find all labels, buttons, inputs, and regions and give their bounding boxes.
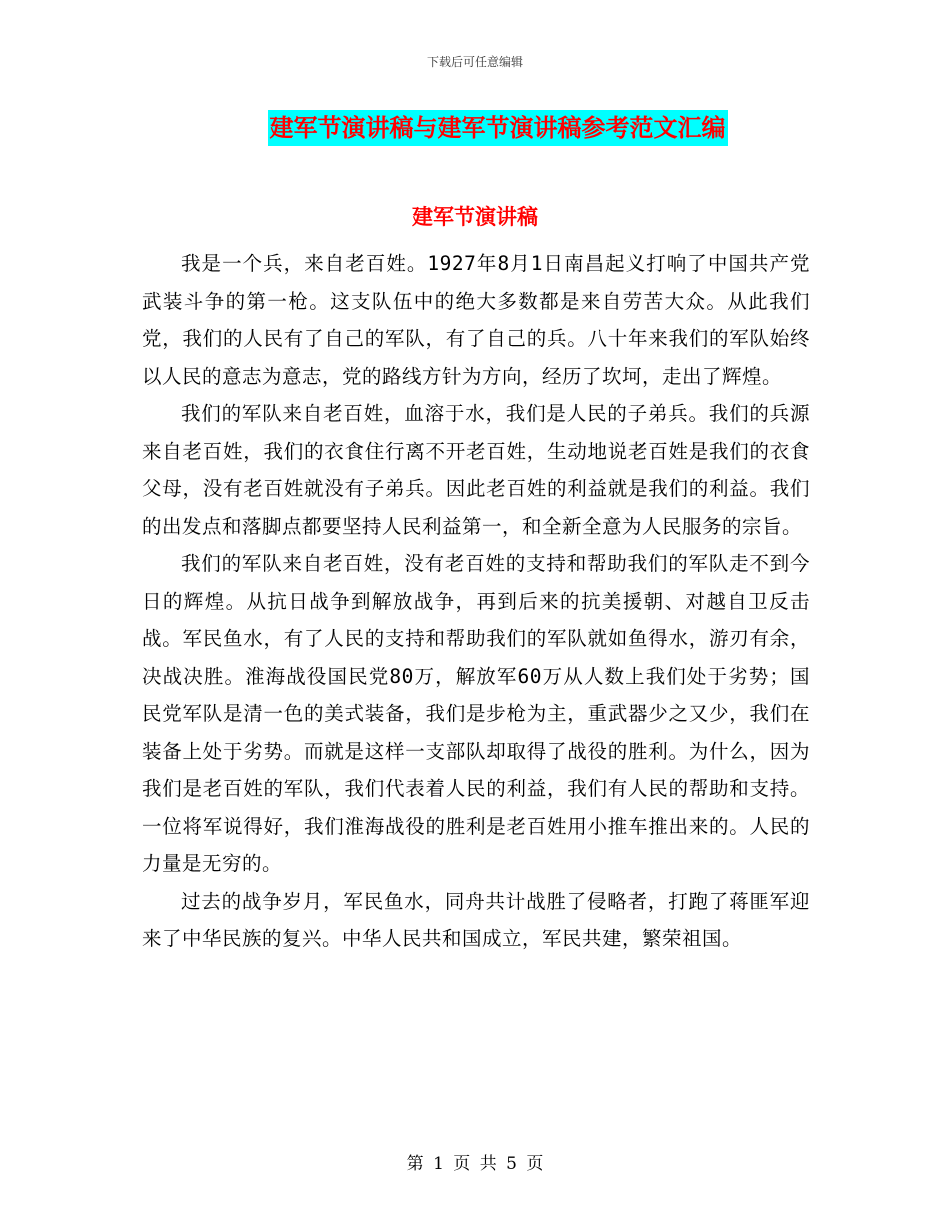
main-title: 建军节演讲稿与建军节演讲稿参考范文汇编 <box>268 110 728 146</box>
paragraph-1: 我是一个兵，来自老百姓。1927年8月1日南昌起义打响了中国共产党武装斗争的第一枪。这支队伍中的绝大多数都是来自劳苦大众。从此我们党，我们的人民有了自己的军队，有了自己的兵。八十年来我们的军队始终以人民的意志为意志，党的路线方针为方向，经历了坎坷，走出了辉煌。 <box>142 252 810 388</box>
paragraph-4: 过去的战争岁月，军民鱼水，同舟共计战胜了侵略者，打跑了蒋匪军迎来了中华民族的复兴。中华人民共和国成立，军民共建，繁荣祖国。 <box>142 889 810 950</box>
page-number-footer: 第 1 页 共 5 页 <box>406 1154 544 1174</box>
main-title-container <box>0 110 950 146</box>
section-title: 建军节演讲稿 <box>412 204 538 229</box>
page-header-note: 下载后可任意编辑 <box>426 55 523 69</box>
paragraph-3: 我们的军队来自老百姓，没有老百姓的支持和帮助我们的军队走不到今日的辉煌。从抗日战争到解放战争，再到后来的抗美援朝、对越自卫反击战。军民鱼水，有了人民的支持和帮助我们的军队就如鱼得水，游刃有余，决战决胜。淮海战役国民党80万，解放军60万从人数上我们处于劣势；国民党军队是清一色的美式装备，我们是步枪为主，重武器少之又少，我们在装备上处于劣势。而就是这样一支部队却取得了战役的胜利。为什么，因为我们是老百姓的军队，我们代表着人民的利益，我们有人民的帮助和支持。一位将军说得好，我们淮海战役的胜利是老百姓用小推车推出来的。人民的力量是无穷的。 <box>142 552 810 875</box>
body-text <box>142 245 810 958</box>
paragraph-2: 我们的军队来自老百姓，血溶于水，我们是人民的子弟兵。我们的兵源来自老百姓，我们的衣食住行离不开老百姓，生动地说老百姓是我们的衣食父母，没有老百姓就没有子弟兵。因此老百姓的利益就是我们的利益。我们的出发点和落脚点都要坚持人民利益第一，和全新全意为人民服务的宗旨。 <box>142 402 810 538</box>
